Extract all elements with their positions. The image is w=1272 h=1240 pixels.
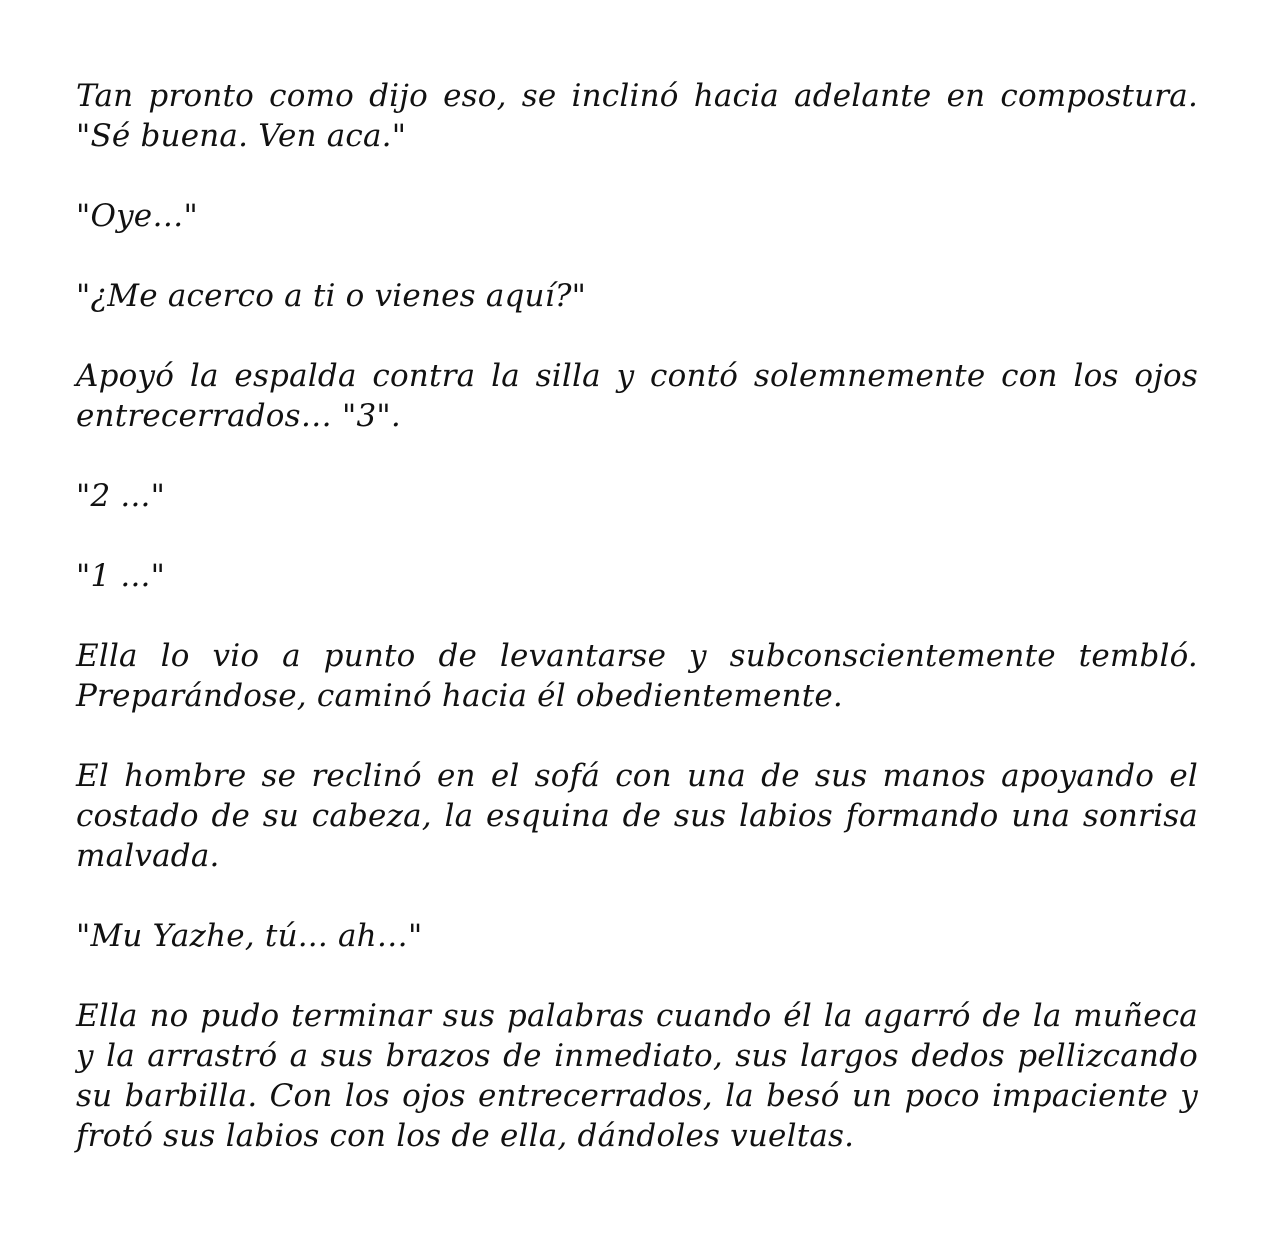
- paragraph-5: "2 ...": [76, 478, 166, 514]
- paragraph-2: "Oye…": [76, 198, 198, 234]
- paragraph-1: Tan pronto como dijo eso, se inclinó hacia adelante en compostura. "Sé buena. Ven aca.": [76, 78, 1198, 154]
- document-page: [76, 76, 1198, 1156]
- paragraph-9: "Mu Yazhe, tú... ah…": [76, 918, 423, 954]
- paragraph-6: "1 ...": [76, 558, 166, 594]
- paragraph-7: Ella lo vio a punto de levantarse y subconscientemente tembló. Preparándose, caminó hacia él obedientemente.: [76, 638, 1198, 714]
- paragraph-10: Ella no pudo terminar sus palabras cuando él la agarró de la muñeca y la arrastró a sus brazos de inmediato, sus largos dedos pellizcando su barbilla. Con los ojos entrecerrados, la besó un poco impaciente y frotó sus labios con los de ella, dándoles vueltas.: [76, 998, 1198, 1154]
- paragraph-3: "¿Me acerco a ti o vienes aquí?": [76, 278, 587, 314]
- paragraph-8: El hombre se reclinó en el sofá con una de sus manos apoyando el costado de su cabeza, la esquina de sus labios formando una sonrisa malvada.: [76, 758, 1198, 874]
- paragraph-4: Apoyó la espalda contra la silla y contó solemnemente con los ojos entrecerrados… "3".: [76, 358, 1198, 434]
